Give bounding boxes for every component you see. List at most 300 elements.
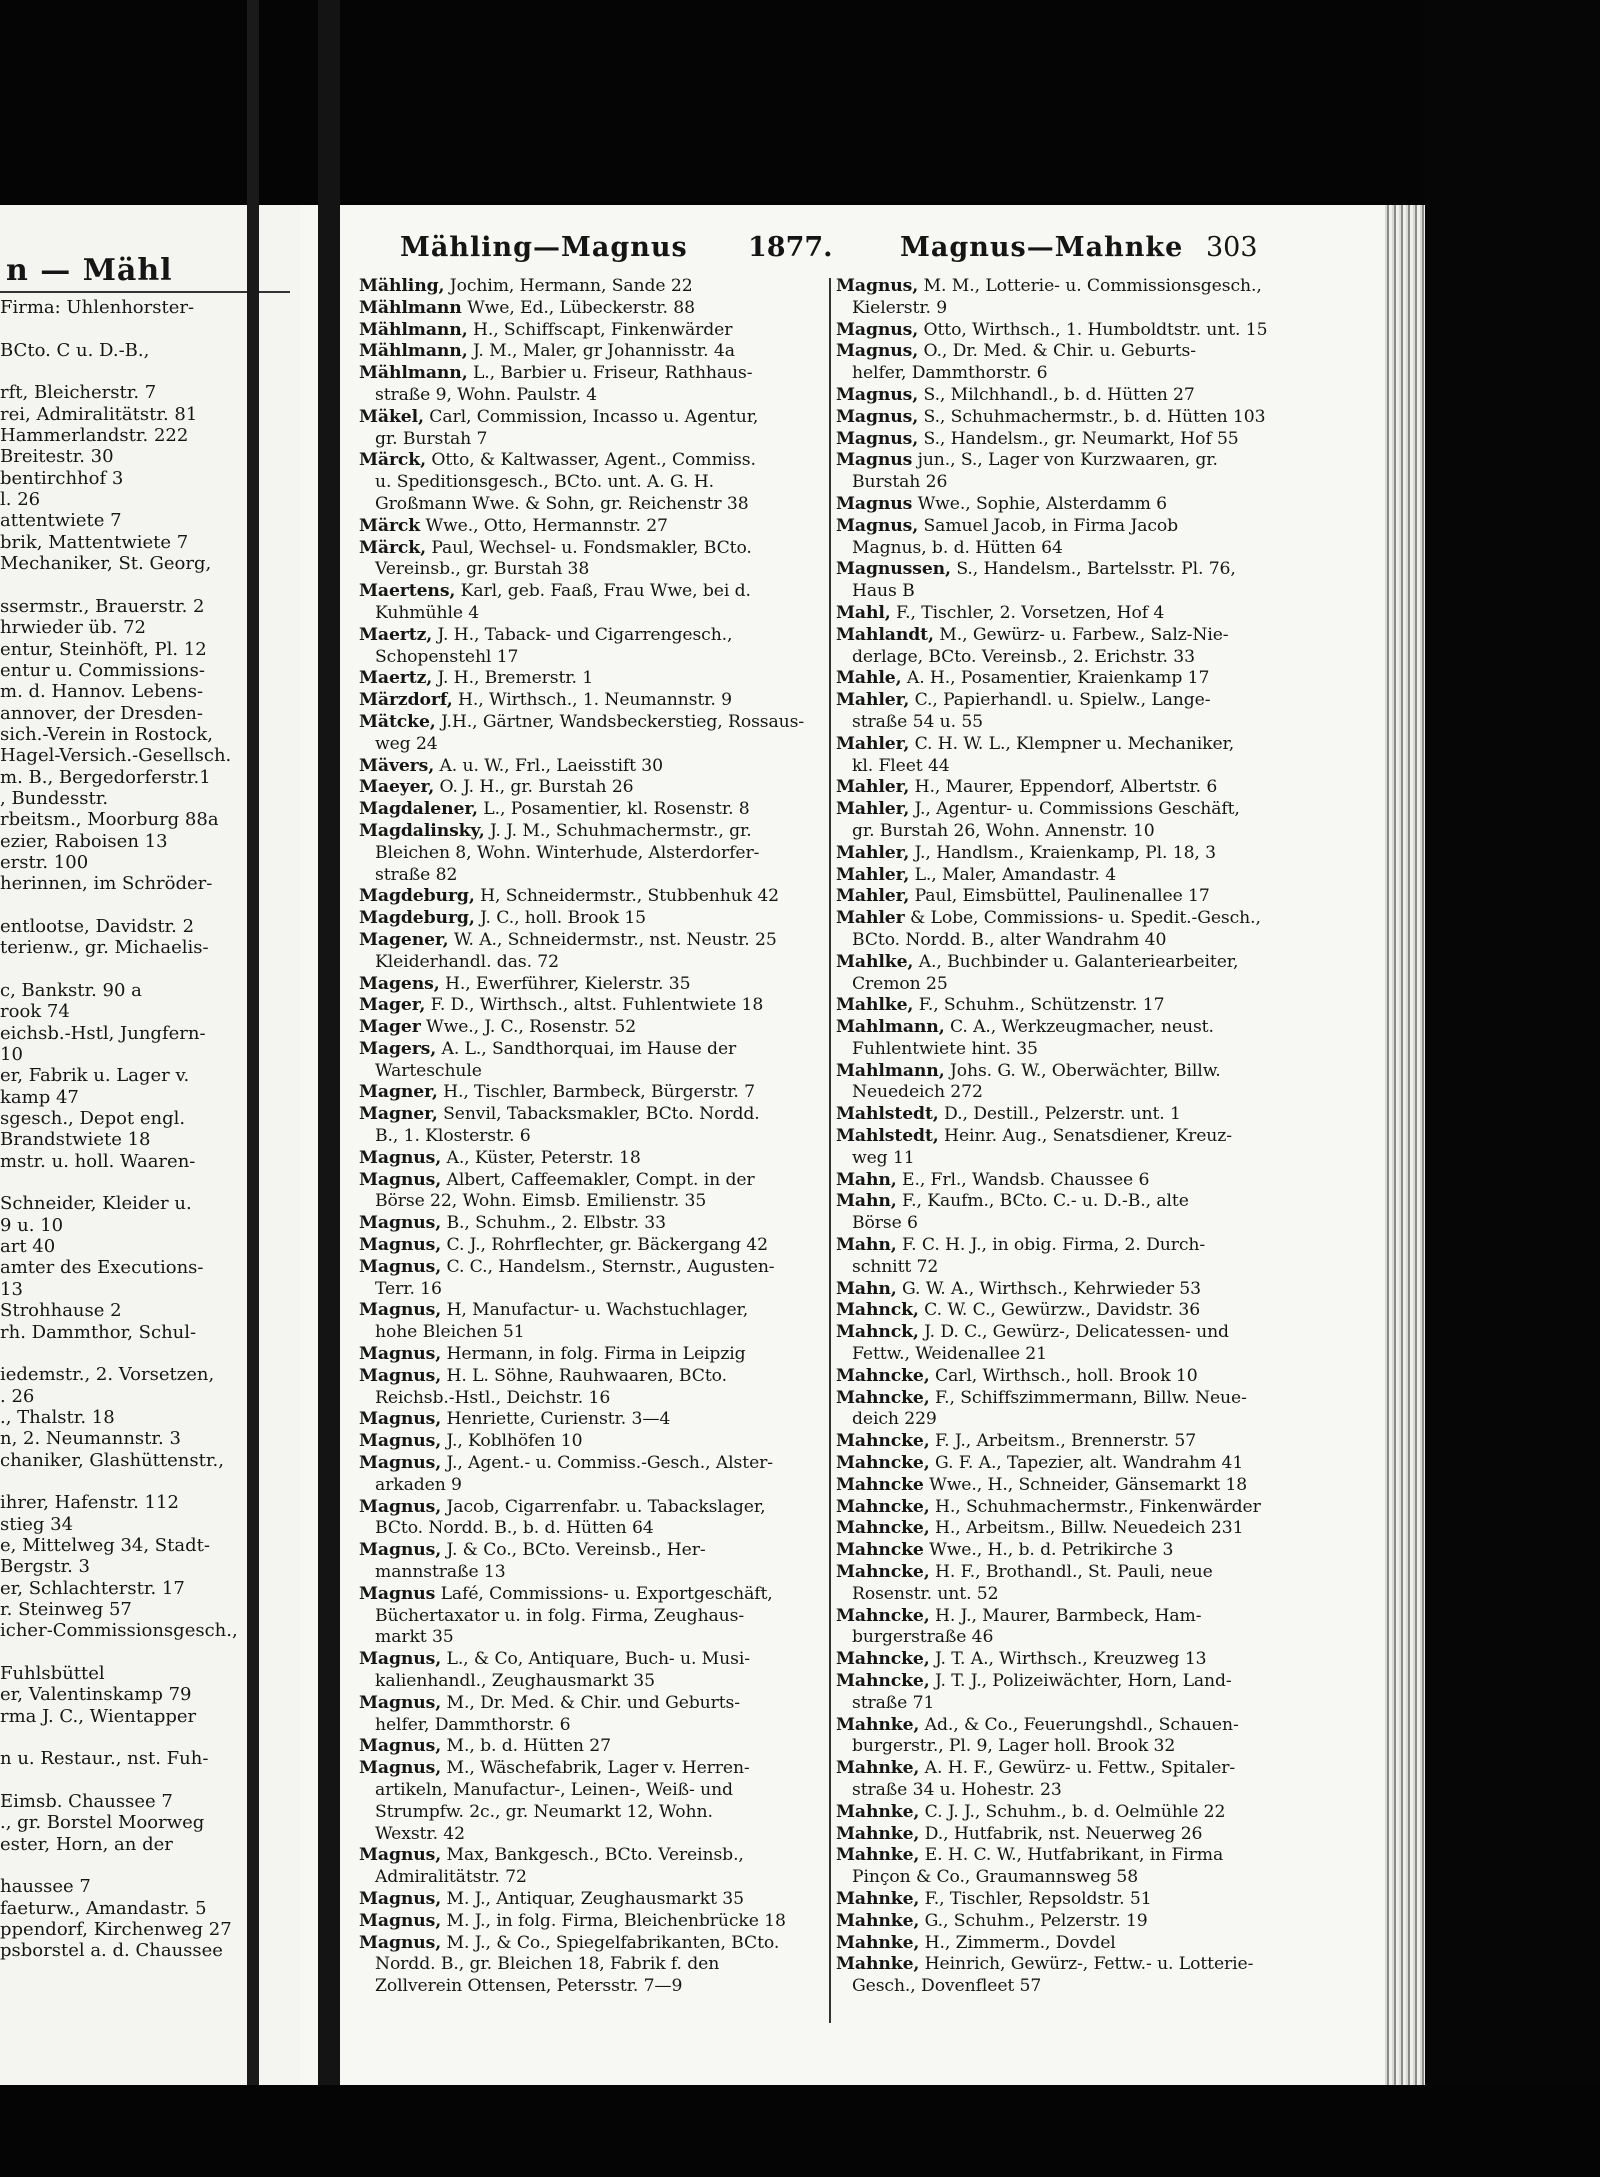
scan-right-border bbox=[1425, 0, 1600, 2177]
entry-details: M. J., in folg. Firma, Bleichenbrücke 18 bbox=[441, 1910, 786, 1931]
directory-entry-line bbox=[836, 1366, 1326, 1388]
previous-page-line: Firma: Uhlenhorster- bbox=[0, 297, 195, 318]
directory-entry-line bbox=[359, 1671, 825, 1693]
directory-entry-line bbox=[359, 734, 825, 756]
entry-details: M., b. d. Hütten 27 bbox=[441, 1736, 611, 1757]
entry-details: C. C., Handelsm., Sternstr., Augusten- bbox=[441, 1256, 775, 1277]
entry-details: O. J. H., gr. Burstah 26 bbox=[434, 777, 634, 798]
entry-surname: Mahnke, bbox=[836, 1845, 920, 1866]
scan-top-border bbox=[0, 0, 1600, 205]
entry-details: Senvil, Tabacksmakler, BCto. Nordd. bbox=[437, 1104, 760, 1125]
entry-surname: Mahncke, bbox=[836, 1431, 930, 1452]
directory-entry-line bbox=[836, 1409, 1326, 1431]
entry-surname: Mähling, bbox=[359, 276, 445, 296]
directory-entry-line bbox=[359, 1780, 825, 1802]
directory-entry-line bbox=[836, 276, 1326, 298]
entry-details: H., Arbeitsm., Billw. Neuedeich 231 bbox=[929, 1518, 1244, 1539]
entry-details: C. J. J., Schuhm., b. d. Oelmühle 22 bbox=[919, 1801, 1226, 1822]
entry-details: helfer, Dammthorstr. 6 bbox=[375, 1714, 571, 1735]
directory-entry-line bbox=[359, 1366, 825, 1388]
entry-surname: Magnus, bbox=[359, 1692, 442, 1713]
entry-details: Wwe., Sophie, Alsterdamm 6 bbox=[912, 493, 1168, 514]
entry-details: F., Schuhm., Schützenstr. 17 bbox=[913, 995, 1165, 1016]
directory-entry-line bbox=[359, 1061, 825, 1083]
previous-page-line: n, 2. Neumannstr. 3 bbox=[0, 1428, 181, 1450]
directory-entry-line bbox=[359, 1715, 825, 1737]
directory-entry-line bbox=[836, 1780, 1326, 1802]
directory-entry-line bbox=[359, 1279, 825, 1301]
entry-surname: Magnus, bbox=[836, 341, 919, 362]
entry-surname: Mahnck, bbox=[836, 1322, 919, 1343]
entry-details: H., Schuhmachermstr., Finkenwärder bbox=[929, 1496, 1261, 1517]
directory-entry-line bbox=[359, 559, 825, 581]
directory-entry-line bbox=[836, 821, 1326, 843]
entry-details: G., Schuhm., Pelzerstr. 19 bbox=[919, 1910, 1148, 1931]
directory-entry-line bbox=[836, 298, 1326, 320]
entry-surname: Mahnke, bbox=[836, 1714, 920, 1735]
entry-surname: Mahncke, bbox=[836, 1453, 930, 1474]
entry-details: B., 1. Klosterstr. 6 bbox=[375, 1126, 531, 1147]
previous-page-line: n u. Restaur., nst. Fuh- bbox=[0, 1748, 209, 1770]
entry-surname: Mahn, bbox=[836, 1278, 897, 1299]
entry-surname: Magdeburg, bbox=[359, 908, 475, 929]
previous-page-line: bentirchhof 3 bbox=[0, 467, 124, 489]
entry-details: J., Agent.- u. Commiss.-Gesch., Alster- bbox=[441, 1453, 773, 1474]
running-head-left: Mähling—Magnus bbox=[400, 232, 688, 263]
entry-surname: Magnus, bbox=[359, 1845, 442, 1866]
entry-details: Ad., & Co., Feuerungshdl., Schauen- bbox=[919, 1714, 1239, 1735]
entry-details: Bleichen 8, Wohn. Winterhude, Alsterdorfer- bbox=[375, 842, 760, 863]
directory-entry-line bbox=[836, 1279, 1326, 1301]
entry-details: Wwe, Ed., Lübeckerstr. 88 bbox=[461, 297, 695, 318]
entry-details: O., Dr. Med. & Chir. u. Geburts- bbox=[918, 341, 1196, 362]
entry-surname: Mahncke, bbox=[836, 1605, 930, 1626]
previous-page-line: Hagel-Versich.-Gesellsch. bbox=[0, 745, 232, 767]
scan-bottom-border bbox=[0, 2085, 1600, 2177]
previous-page-line: icher-Commissionsgesch., bbox=[0, 1620, 238, 1642]
entry-surname: Mahnck, bbox=[836, 1300, 919, 1321]
directory-entry-line bbox=[836, 668, 1326, 690]
directory-entry-line bbox=[359, 1933, 825, 1955]
directory-entry-line bbox=[836, 385, 1326, 407]
entry-details: F., Kaufm., BCto. C.- u. D.-B., alte bbox=[896, 1191, 1189, 1212]
entry-details: Paul, Wechsel- u. Fondsmakler, BCto. bbox=[425, 537, 752, 558]
directory-entry-line bbox=[836, 1954, 1326, 1976]
previous-page-line: , Bundesstr. bbox=[0, 787, 109, 809]
directory-entry-line bbox=[836, 603, 1326, 625]
directory-entry-line bbox=[359, 1300, 825, 1322]
directory-entry-line bbox=[836, 1867, 1326, 1889]
entry-details: Zollverein Ottensen, Petersstr. 7—9 bbox=[375, 1976, 683, 1997]
directory-entry-line bbox=[359, 363, 825, 385]
entry-details: H., Ewerführer, Kielerstr. 35 bbox=[439, 973, 691, 994]
entry-details: C. H. W. L., Klempner u. Mechaniker, bbox=[909, 733, 1235, 754]
entry-details: Burstah 26 bbox=[852, 472, 948, 493]
entry-details: J. & Co., BCto. Vereinsb., Her- bbox=[441, 1540, 706, 1561]
directory-entry-line bbox=[359, 298, 825, 320]
entry-surname: Mahncke, bbox=[836, 1518, 930, 1539]
directory-entry-line bbox=[836, 1322, 1326, 1344]
directory-entry-line bbox=[359, 1453, 825, 1475]
previous-page-line: rh. Dammthor, Schul- bbox=[0, 1321, 197, 1343]
entry-details: Neuedeich 272 bbox=[852, 1082, 983, 1103]
entry-details: Wexstr. 42 bbox=[375, 1823, 465, 1844]
entry-details: & Lobe, Commissions- u. Spedit.-Gesch., bbox=[904, 908, 1261, 929]
directory-entry-line bbox=[359, 1824, 825, 1846]
entry-surname: Mahler, bbox=[836, 886, 910, 907]
directory-entry-line bbox=[359, 1257, 825, 1279]
entry-surname: Mahnke, bbox=[836, 1888, 920, 1909]
entry-details: F. J., Arbeitsm., Brennerstr. 57 bbox=[929, 1431, 1197, 1452]
directory-entry-line bbox=[836, 1082, 1326, 1104]
entry-details: H., Wirthsch., 1. Neumannstr. 9 bbox=[452, 690, 732, 711]
entry-surname: Mahncke, bbox=[836, 1365, 930, 1386]
directory-entry-line bbox=[359, 1344, 825, 1366]
directory-entry-line bbox=[359, 1017, 825, 1039]
directory-entry-line bbox=[836, 1693, 1326, 1715]
directory-entry-line bbox=[836, 1388, 1326, 1410]
directory-entry-line bbox=[836, 1213, 1326, 1235]
entry-details: Paul, Eimsbüttel, Paulinenallee 17 bbox=[909, 886, 1210, 907]
directory-entry-line bbox=[836, 995, 1326, 1017]
running-head-right: Magnus—Mahnke bbox=[900, 232, 1184, 263]
previous-page-line: kamp 47 bbox=[0, 1086, 79, 1108]
entry-surname: Magner, bbox=[359, 1082, 438, 1103]
entry-details: C. A., Werkzeugmacher, neust. bbox=[944, 1017, 1214, 1038]
directory-entry-line bbox=[359, 1475, 825, 1497]
entry-details: S., Schuhmachermstr., b. d. Hütten 103 bbox=[918, 406, 1266, 427]
entry-surname: Mahler, bbox=[836, 777, 910, 798]
entry-details: Heinrich, Gewürz-, Fettw.- u. Lotterie- bbox=[919, 1954, 1254, 1975]
directory-entry-line bbox=[836, 1148, 1326, 1170]
entry-details: Nordd. B., gr. Bleichen 18, Fabrik f. den bbox=[375, 1954, 720, 1975]
previous-page-line: eichsb.-Hstl, Jungfern- bbox=[0, 1022, 206, 1044]
entry-details: Wwe., H., Schneider, Gänsemarkt 18 bbox=[923, 1474, 1248, 1495]
entry-details: H., Schiffscapt, Finkenwärder bbox=[467, 319, 733, 340]
directory-entry-line bbox=[836, 777, 1326, 799]
directory-entry-line bbox=[836, 1715, 1326, 1737]
entry-surname: Magnus, bbox=[359, 1213, 442, 1234]
entry-surname: Mahncke, bbox=[836, 1671, 930, 1691]
entry-details: J. H., Bremerstr. 1 bbox=[432, 668, 594, 689]
entry-surname: Mahlmann, bbox=[836, 1017, 945, 1038]
previous-page-line: rook 74 bbox=[0, 1001, 70, 1023]
entry-surname: Mählmann, bbox=[359, 341, 468, 362]
entry-details: Cremon 25 bbox=[852, 973, 948, 994]
entry-surname: Magnus, bbox=[359, 1431, 442, 1452]
entry-surname: Mahncke bbox=[836, 1540, 924, 1561]
entry-details: F. C. H. J., in obig. Firma, 2. Durch- bbox=[896, 1235, 1206, 1256]
entry-surname: Mahl, bbox=[836, 602, 891, 623]
previous-page-line: sgesch., Depot engl. bbox=[0, 1108, 186, 1130]
previous-page-line: Mechaniker, St. Georg, bbox=[0, 553, 212, 575]
entry-surname: Magnus, bbox=[359, 1496, 442, 1517]
previous-page-line: Brandstwiete 18 bbox=[0, 1129, 151, 1151]
entry-details: Börse 22, Wohn. Eimsb. Emilienstr. 35 bbox=[375, 1191, 707, 1212]
previous-page-line: ., Thalstr. 18 bbox=[0, 1406, 115, 1428]
entry-details: BCto. Nordd. B., b. d. Hütten 64 bbox=[375, 1518, 654, 1539]
directory-entry-line bbox=[359, 450, 825, 472]
entry-surname: Märck bbox=[359, 515, 421, 536]
directory-entry-line bbox=[359, 1584, 825, 1606]
entry-surname: Mahncke, bbox=[836, 1387, 930, 1408]
entry-surname: Mahlmann, bbox=[836, 1060, 945, 1081]
previous-page-line: ssermstr., Brauerstr. 2 bbox=[0, 595, 205, 617]
binding-shadow bbox=[247, 0, 259, 2177]
directory-entry-line bbox=[359, 974, 825, 996]
entry-details: E. H. C. W., Hutfabrikant, in Firma bbox=[919, 1845, 1224, 1866]
entry-details: H, Schneidermstr., Stubbenhuk 42 bbox=[474, 886, 780, 907]
previous-page-line: sich.-Verein in Rostock, bbox=[0, 723, 213, 745]
entry-details: Jochim, Hermann, Sande 22 bbox=[444, 276, 693, 296]
directory-entry-line bbox=[836, 1017, 1326, 1039]
directory-entry-line bbox=[359, 494, 825, 516]
directory-entry-line bbox=[359, 320, 825, 342]
previous-page-line: er, Fabrik u. Lager v. bbox=[0, 1065, 190, 1087]
entry-surname: Mählmann bbox=[359, 297, 462, 318]
entry-surname: Mätcke, bbox=[359, 711, 436, 732]
directory-entry-line bbox=[359, 777, 825, 799]
previous-page-line: annover, der Dresden- bbox=[0, 702, 203, 724]
previous-page-line: hrwieder üb. 72 bbox=[0, 617, 146, 639]
previous-page-line: attentwiete 7 bbox=[0, 510, 122, 532]
entry-details: Otto, & Kaltwasser, Agent., Commiss. bbox=[425, 450, 756, 471]
entry-details: A., Küster, Peterstr. 18 bbox=[441, 1147, 641, 1168]
directory-entry-line bbox=[359, 843, 825, 865]
entry-surname: Mager, bbox=[359, 995, 426, 1016]
directory-entry-line bbox=[359, 1431, 825, 1453]
directory-entry-line bbox=[836, 1039, 1326, 1061]
directory-entry-line bbox=[359, 341, 825, 363]
directory-entry-line bbox=[836, 320, 1326, 342]
entry-details: L., Maler, Amandastr. 4 bbox=[909, 864, 1117, 885]
entry-details: H. F., Brothandl., St. Pauli, neue bbox=[929, 1562, 1213, 1583]
directory-entry-line bbox=[836, 625, 1326, 647]
entry-details: Fuhlentwiete hint. 35 bbox=[852, 1038, 1038, 1059]
entry-details: Carl, Commission, Incasso u. Agentur, bbox=[423, 406, 759, 427]
entry-details: markt 35 bbox=[375, 1627, 454, 1648]
entry-surname: Mahler, bbox=[836, 842, 910, 863]
entry-details: derlage, BCto. Vereinsb., 2. Erichstr. 33 bbox=[852, 646, 1195, 667]
column-divider bbox=[829, 278, 831, 2023]
directory-entry-line bbox=[836, 1649, 1326, 1671]
entry-surname: Magnus, bbox=[359, 1736, 442, 1757]
entry-details: Wwe., J. C., Rosenstr. 52 bbox=[420, 1017, 637, 1038]
directory-entry-line bbox=[359, 1322, 825, 1344]
previous-page-line: herinnen, im Schröder- bbox=[0, 873, 213, 895]
entry-surname: Magnus bbox=[359, 1583, 436, 1604]
entry-surname: Märck, bbox=[359, 537, 426, 558]
entry-details: Strumpfw. 2c., gr. Neumarkt 12, Wohn. bbox=[375, 1801, 713, 1822]
directory-entry-line bbox=[359, 516, 825, 538]
directory-entry-line bbox=[359, 1562, 825, 1584]
directory-entry-line bbox=[836, 1257, 1326, 1279]
directory-entry-line bbox=[836, 472, 1326, 494]
entry-surname: Mahncke, bbox=[836, 1562, 930, 1583]
directory-entry-line bbox=[836, 1475, 1326, 1497]
directory-entry-line bbox=[836, 799, 1326, 821]
directory-entry-line bbox=[836, 1344, 1326, 1366]
entry-details: Admiralitätstr. 72 bbox=[375, 1867, 527, 1888]
entry-details: J. D. C., Gewürz-, Delicatessen- und bbox=[918, 1322, 1229, 1343]
entry-details: Großmann Wwe. & Sohn, gr. Reichenstr 38 bbox=[375, 493, 749, 514]
previous-page-line: Hammerlandstr. 222 bbox=[0, 425, 189, 447]
entry-surname: Mahlstedt, bbox=[836, 1126, 939, 1147]
entry-details: straße 82 bbox=[375, 864, 458, 885]
entry-details: W. A., Schneidermstr., nst. Neustr. 25 bbox=[448, 929, 777, 950]
entry-surname: Magens, bbox=[359, 973, 440, 994]
entry-details: Kielerstr. 9 bbox=[852, 297, 948, 318]
entry-details: Pinçon & Co., Graumannsweg 58 bbox=[852, 1867, 1139, 1888]
directory-entry-line bbox=[836, 1911, 1326, 1933]
entry-surname: Magnus, bbox=[836, 406, 919, 427]
entry-details: C., Papierhandl. u. Spielw., Lange- bbox=[909, 690, 1211, 711]
entry-details: F., Tischler, 2. Vorsetzen, Hof 4 bbox=[890, 602, 1165, 623]
directory-entry-line bbox=[359, 1409, 825, 1431]
directory-entry-line bbox=[836, 712, 1326, 734]
directory-entry-line bbox=[836, 1671, 1326, 1693]
entry-details: burgerstr., Pl. 9, Lager holl. Brook 32 bbox=[852, 1736, 1176, 1757]
previous-page-line: faeturw., Amandastr. 5 bbox=[0, 1897, 207, 1919]
entry-details: S., Milchhandl., b. d. Hütten 27 bbox=[918, 384, 1195, 405]
entry-surname: Mahnke, bbox=[836, 1954, 920, 1975]
entry-details: weg 11 bbox=[852, 1147, 915, 1168]
previous-page-line: haussee 7 bbox=[0, 1876, 91, 1898]
directory-entry-line bbox=[359, 1693, 825, 1715]
entry-details: M. J., & Co., Spiegelfabrikanten, BCto. bbox=[441, 1932, 780, 1953]
entry-surname: Magnus, bbox=[359, 1910, 442, 1931]
entry-surname: Mävers, bbox=[359, 755, 435, 776]
entry-surname: Maertz, bbox=[359, 668, 433, 689]
directory-entry-line bbox=[359, 1606, 825, 1628]
entry-details: C. W. C., Gewürzw., Davidstr. 36 bbox=[918, 1300, 1201, 1321]
directory-entry-line bbox=[359, 472, 825, 494]
directory-entry-line bbox=[836, 1824, 1326, 1846]
entry-details: Hermann, in folg. Firma in Leipzig bbox=[441, 1344, 746, 1365]
entry-surname: Mahn, bbox=[836, 1169, 897, 1190]
entry-details: gr. Burstah 26, Wohn. Annenstr. 10 bbox=[852, 820, 1155, 841]
previous-page-line: er, Valentinskamp 79 bbox=[0, 1684, 192, 1706]
directory-entry-line bbox=[836, 952, 1326, 974]
directory-entry-line bbox=[359, 1758, 825, 1780]
entry-details: D., Hutfabrik, nst. Neuerweg 26 bbox=[919, 1823, 1203, 1844]
directory-entry-line bbox=[836, 1802, 1326, 1824]
previous-page-line: erstr. 100 bbox=[0, 851, 89, 873]
directory-entry-line bbox=[836, 1606, 1326, 1628]
entry-details: Fettw., Weidenallee 21 bbox=[852, 1344, 1047, 1365]
entry-details: F., Tischler, Repsoldstr. 51 bbox=[919, 1888, 1152, 1909]
entry-details: J. C., holl. Brook 15 bbox=[474, 908, 647, 929]
entry-details: Reichsb.-Hstl., Deichstr. 16 bbox=[375, 1387, 611, 1408]
directory-entry-line bbox=[836, 1518, 1326, 1540]
entry-surname: Magnus, bbox=[836, 428, 919, 449]
directory-entry-line bbox=[359, 1802, 825, 1824]
entry-details: Vereinsb., gr. Burstah 38 bbox=[375, 559, 590, 580]
entry-details: G. W. A., Wirthsch., Kehrwieder 53 bbox=[896, 1278, 1201, 1299]
entry-surname: Magnus, bbox=[359, 1409, 442, 1430]
entry-surname: Magnus, bbox=[359, 1256, 442, 1277]
entry-details: arkaden 9 bbox=[375, 1474, 462, 1495]
directory-entry-line bbox=[359, 908, 825, 930]
directory-entry-line bbox=[836, 341, 1326, 363]
entry-surname: Maertz, bbox=[359, 624, 433, 645]
directory-entry-line bbox=[359, 1976, 825, 1998]
entry-details: gr. Burstah 7 bbox=[375, 428, 488, 449]
previous-page-line: 10 bbox=[0, 1044, 23, 1066]
entry-details: Warteschule bbox=[375, 1060, 482, 1081]
entry-details: J. M., Maler, gr Johannisstr. 4a bbox=[467, 341, 735, 362]
directory-entry-line bbox=[836, 1736, 1326, 1758]
entry-details: M., Gewürz- u. Farbew., Salz-Nie- bbox=[933, 624, 1229, 645]
entry-details: straße 54 u. 55 bbox=[852, 711, 984, 732]
entry-details: J., Koblhöfen 10 bbox=[441, 1431, 583, 1452]
entry-details: H., Maurer, Eppendorf, Albertstr. 6 bbox=[909, 777, 1218, 798]
entry-details: Karl, geb. Faaß, Frau Wwe, bei d. bbox=[455, 581, 751, 602]
directory-entry-line bbox=[359, 1126, 825, 1148]
entry-surname: Magnus, bbox=[359, 1758, 442, 1779]
entry-details: H. J., Maurer, Barmbeck, Ham- bbox=[929, 1605, 1202, 1626]
entry-surname: Magnussen, bbox=[836, 559, 951, 580]
entry-surname: Mahn, bbox=[836, 1235, 897, 1256]
directory-entry-line bbox=[359, 1213, 825, 1235]
directory-entry-line bbox=[359, 1170, 825, 1192]
entry-details: straße 9, Wohn. Paulstr. 4 bbox=[375, 384, 598, 405]
entry-details: Johs. G. W., Oberwächter, Billw. bbox=[944, 1060, 1221, 1081]
entry-details: G. F. A., Tapezier, alt. Wandrahm 41 bbox=[929, 1453, 1244, 1474]
directory-entry-line bbox=[359, 930, 825, 952]
entry-surname: Mahnke, bbox=[836, 1932, 920, 1953]
directory-entry-line bbox=[359, 1388, 825, 1410]
entry-surname: Magdeburg, bbox=[359, 886, 475, 907]
page-number: 303 bbox=[1206, 232, 1258, 263]
previous-page-line: amter des Executions- bbox=[0, 1257, 204, 1279]
directory-entry-line bbox=[836, 1300, 1326, 1322]
directory-entry-line bbox=[359, 995, 825, 1017]
entry-details: Heinr. Aug., Senatsdiener, Kreuz- bbox=[938, 1126, 1232, 1147]
entry-details: L., & Co, Antiquare, Buch- u. Musi- bbox=[441, 1649, 750, 1670]
entry-surname: Mahler bbox=[836, 908, 905, 929]
entry-details: Kleiderhandl. das. 72 bbox=[375, 951, 559, 972]
entry-surname: Mahler, bbox=[836, 799, 910, 820]
previous-page-line: entur, Steinhöft, Pl. 12 bbox=[0, 638, 207, 660]
directory-entry-line bbox=[359, 1736, 825, 1758]
directory-entry-line bbox=[359, 712, 825, 734]
directory-entry-line bbox=[836, 494, 1326, 516]
previous-page-line: ezier, Raboisen 13 bbox=[0, 830, 168, 852]
entry-surname: Mahlke, bbox=[836, 951, 914, 972]
previous-page-line: rei, Admiralitätstr. 81 bbox=[0, 403, 198, 425]
entry-details: Kuhmühle 4 bbox=[375, 602, 480, 623]
directory-entry-line bbox=[836, 647, 1326, 669]
previous-page-line: Eimsb. Chaussee 7 bbox=[0, 1791, 173, 1813]
directory-entry-line bbox=[359, 1518, 825, 1540]
entry-details: artikeln, Manufactur-, Leinen-, Weiß- und bbox=[375, 1779, 733, 1800]
entry-surname: Magnus, bbox=[359, 1300, 442, 1321]
entry-details: J.H., Gärtner, Wandsbeckerstieg, Rossaus- bbox=[435, 711, 805, 732]
entry-details: M., Wäschefabrik, Lager v. Herren- bbox=[441, 1758, 750, 1779]
directory-entry-line bbox=[836, 1933, 1326, 1955]
entry-surname: Mager bbox=[359, 1017, 421, 1038]
entry-surname: Mahle, bbox=[836, 668, 902, 689]
directory-entry-line bbox=[836, 1191, 1326, 1213]
directory-entry-line bbox=[359, 1191, 825, 1213]
directory-entry-line bbox=[836, 581, 1326, 603]
entry-details: F. D., Wirthsch., altst. Fuhlentwiete 18 bbox=[425, 995, 764, 1016]
directory-entry-line bbox=[359, 690, 825, 712]
entry-details: Samuel Jacob, in Firma Jacob bbox=[918, 515, 1179, 536]
directory-entry-line bbox=[359, 1082, 825, 1104]
entry-surname: Magnus, bbox=[359, 1888, 442, 1909]
